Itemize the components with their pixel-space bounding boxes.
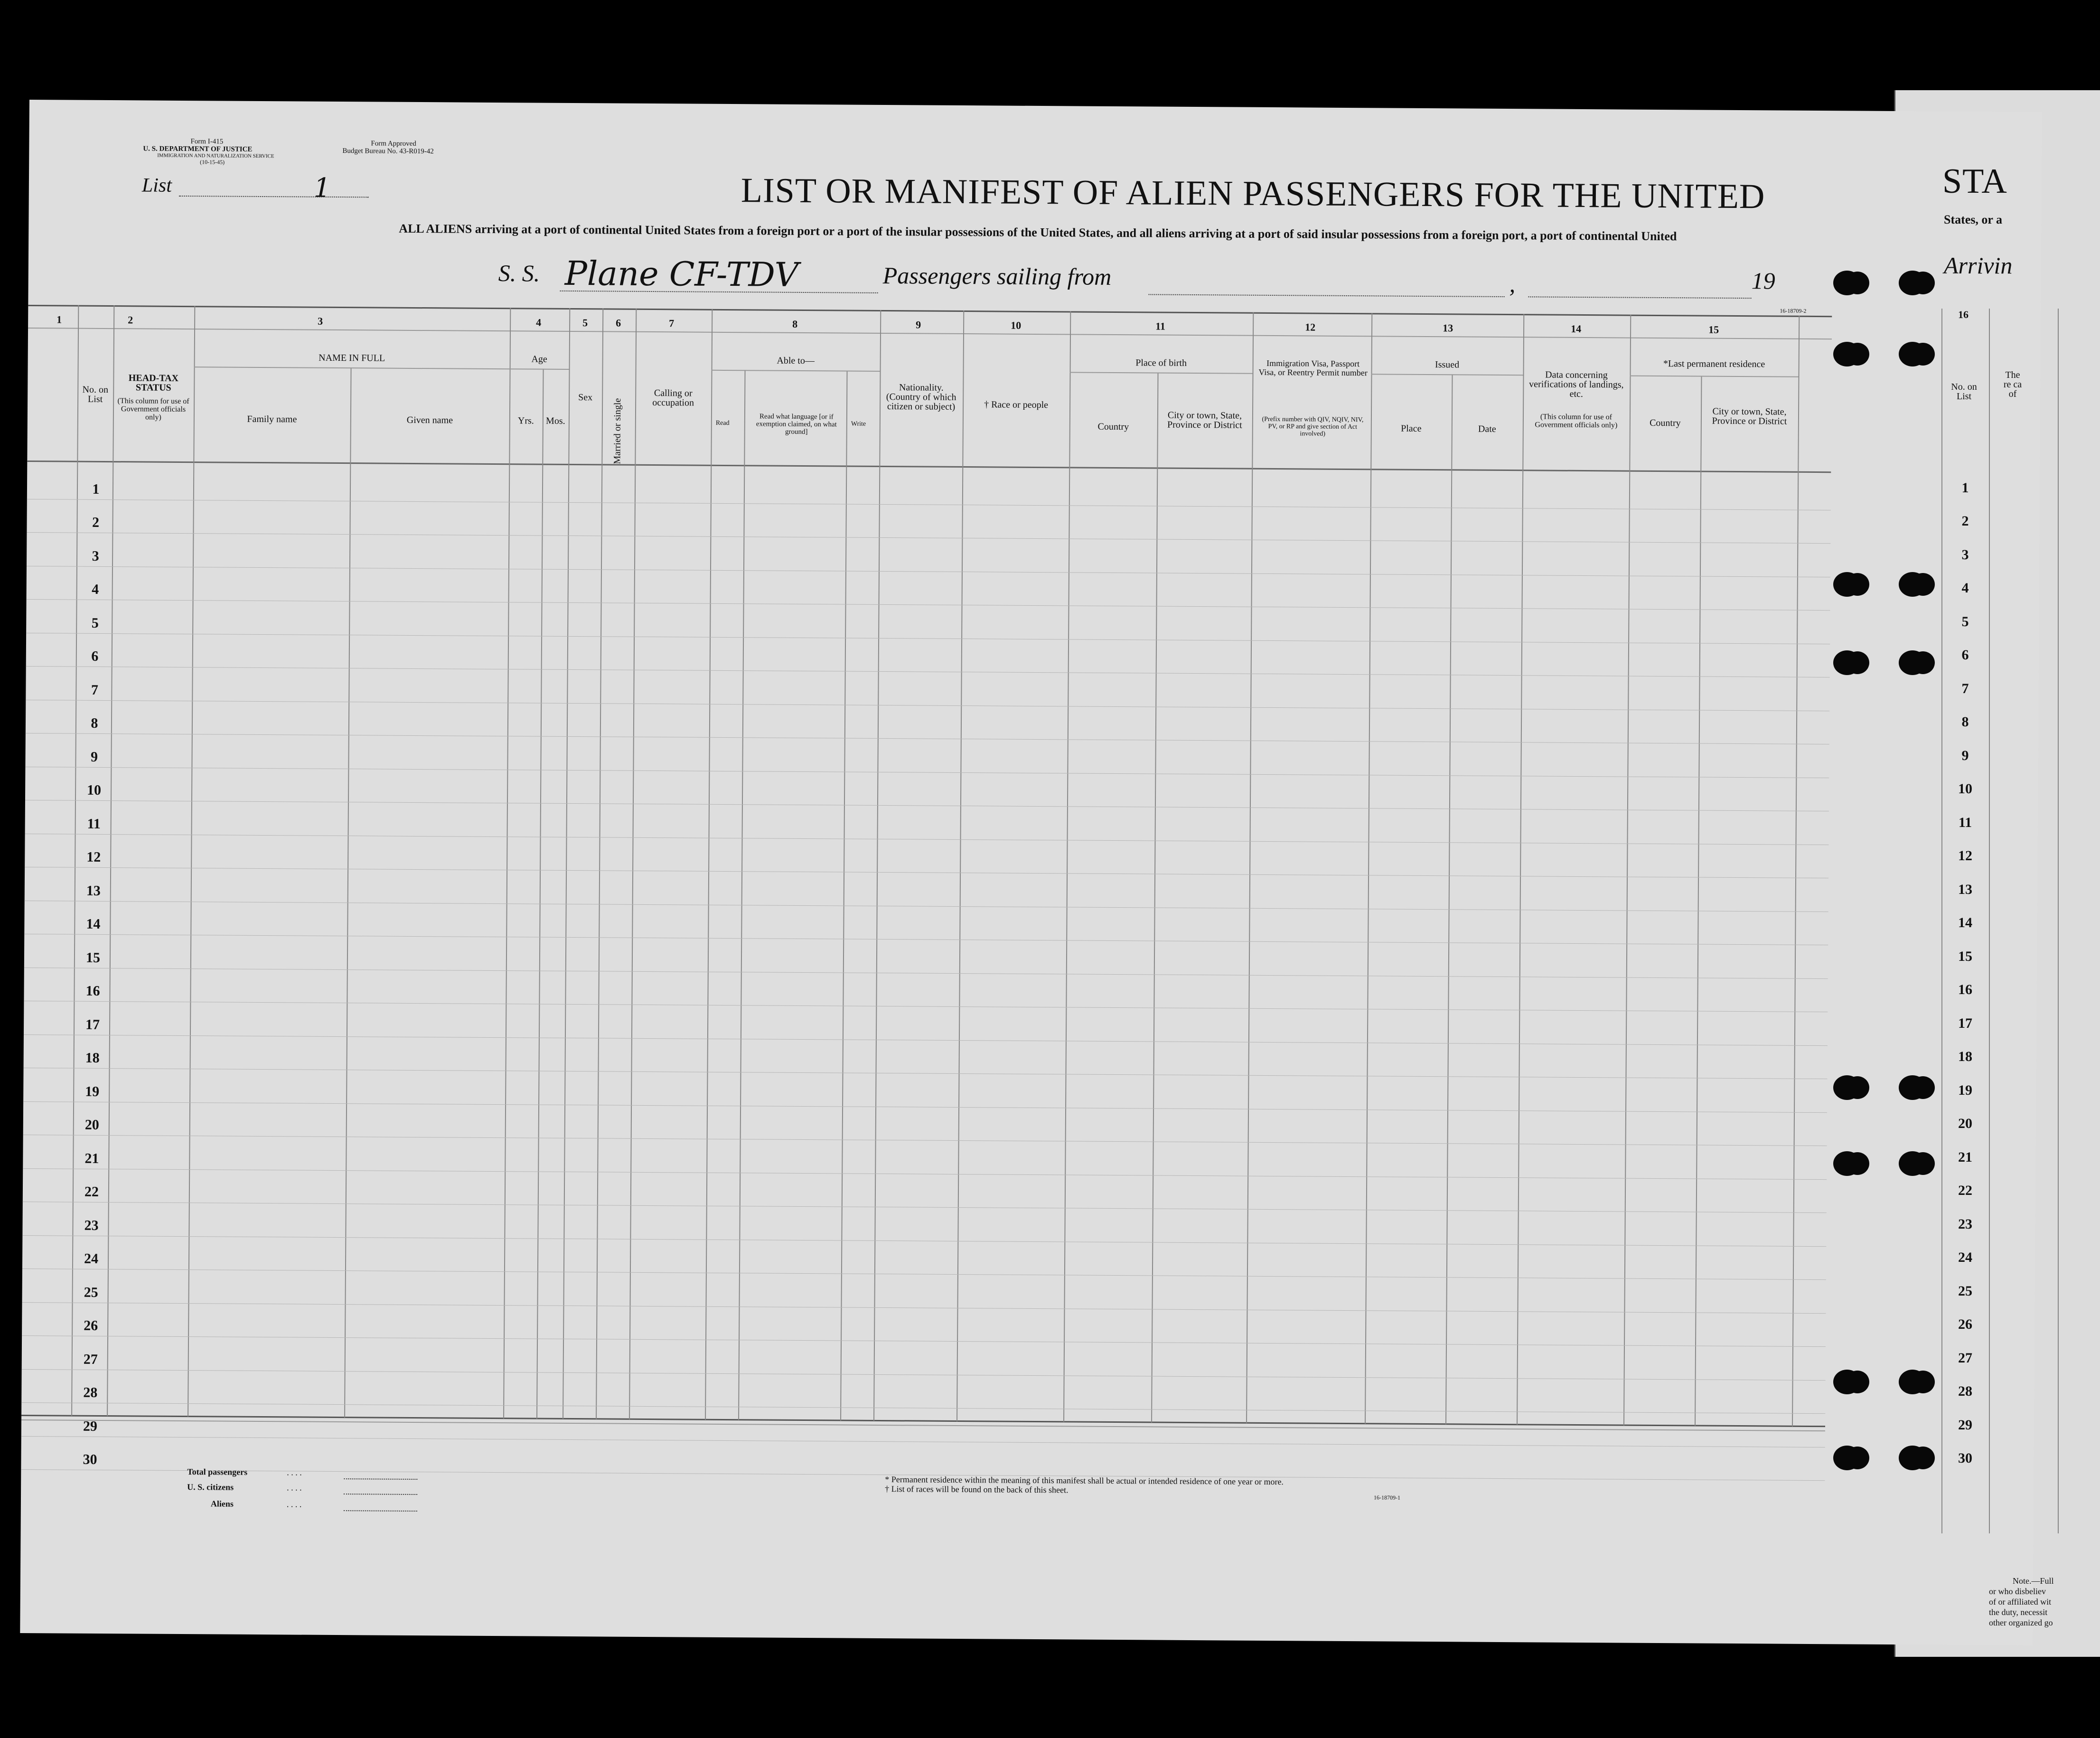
colnum-16: 16 (1958, 309, 1969, 320)
note-right-line-2: or who disbeliev (1989, 1587, 2046, 1596)
form-agency: U. S. DEPARTMENT OF JUSTICE (143, 145, 253, 153)
manifest-sheet (20, 100, 2042, 1645)
header-res-country: Country (1650, 417, 1681, 429)
row-line (23, 1202, 1827, 1213)
row-line (24, 1001, 1828, 1012)
punch-hole (1899, 1446, 1926, 1470)
punch-hole (1899, 271, 1926, 295)
header-write: Write (851, 420, 866, 428)
colnum-7: 7 (669, 317, 675, 329)
header-married: Married or single (612, 398, 623, 464)
col-line-4 (503, 308, 511, 1419)
list-label: List (141, 174, 172, 197)
row-number: 13 (86, 883, 101, 899)
row-line (26, 666, 1830, 677)
residence-subheader-line (1630, 376, 1799, 377)
right-header-no-on-list: No. on List (1951, 382, 1977, 402)
row-line (27, 532, 1830, 544)
punch-hole (1899, 1075, 1926, 1100)
col-line-8c (840, 371, 848, 1421)
ss-value: Plane CF-TDV (564, 254, 799, 294)
header-head-tax-note: (This column for use of Government officials only) (117, 397, 189, 422)
col-line-3 (188, 306, 195, 1417)
header-last-residence: *Last permanent residence (1663, 358, 1765, 370)
row-line (21, 1436, 1825, 1447)
row-line (27, 498, 1831, 510)
row-number: 20 (84, 1117, 99, 1133)
right-row-number: 7 (1961, 680, 1969, 696)
footnote-races: † List of races will be found on the back of this sheet. (885, 1484, 1069, 1495)
header-able-to: Able to— (777, 355, 815, 366)
right-row-number: 8 (1961, 714, 1969, 730)
right-row-number: 25 (1958, 1283, 1972, 1299)
row-number: 6 (91, 648, 99, 664)
us-citizens-line (344, 1494, 417, 1495)
row-line (25, 766, 1829, 778)
punch-hole (1899, 1370, 1926, 1394)
right-col-line-3 (2058, 309, 2059, 1533)
total-passengers-dots: . . . . (287, 1467, 302, 1477)
us-citizens-dots: . . . . (287, 1483, 302, 1493)
row-line (22, 1268, 1826, 1280)
row-line (22, 1369, 1826, 1380)
right-row-number: 18 (1958, 1049, 1972, 1064)
row-number: 28 (83, 1384, 98, 1400)
ss-label: S. S. (498, 260, 540, 287)
header-visa-note: (Prefix number with QIV, NQIV, NIV, PV, or RP and give section of Act involved) (1262, 415, 1364, 438)
row-lines (29, 100, 2042, 112)
note-right-line-5: other organized go (1989, 1618, 2053, 1627)
col-line-8 (705, 309, 712, 1420)
col-line-9 (873, 310, 881, 1421)
col-line-15 (1623, 315, 1631, 1426)
col-line-6 (596, 308, 603, 1419)
row-number: 21 (84, 1150, 99, 1166)
form-service: IMMIGRATION AND NATURALIZATION SERVICE (157, 152, 274, 160)
right-col-line-2 (1989, 309, 1990, 1533)
header-calling: Calling or occupation (652, 388, 694, 408)
list-underline (179, 196, 369, 197)
col-line-3b (344, 367, 352, 1418)
colnum-1: 1 (56, 313, 62, 326)
list-value: 1 (313, 172, 331, 204)
row-number: 17 (85, 1016, 100, 1033)
page-subtitle: ALL ALIENS arriving at a port of continental United States from a foreign port or a port of the insular possessions of the United States, and all aliens arriving at a port of said insular possessions from a foreign port, a port of continental United (399, 221, 1677, 244)
row-line (23, 1101, 1827, 1112)
row-number: 26 (84, 1317, 98, 1334)
arriving-label: Arrivin (1944, 252, 2013, 279)
right-header-partial: The re ca of (2003, 370, 2022, 399)
row-number: 11 (87, 816, 101, 832)
right-row-number: 19 (1958, 1082, 1972, 1098)
year-prefix: 19 (1751, 267, 1775, 294)
row-line (24, 1068, 1828, 1079)
birth-subheader-line (1070, 372, 1253, 374)
right-row-number: 30 (1958, 1450, 1972, 1466)
right-row-number: 5 (1961, 613, 1969, 629)
row-number: 29 (83, 1418, 98, 1434)
right-col-line-1 (1941, 309, 1942, 1533)
footnote-residence: * Permanent residence within the meaning of this manifest shall be actual or intended residence of one year or more. (885, 1475, 1284, 1487)
row-line (27, 599, 1830, 611)
row-number: 23 (84, 1217, 99, 1233)
header-race: † Race or people (984, 399, 1049, 411)
subtitle-continued: States, or a (1944, 213, 2003, 226)
header-verifications: Data concerning verifications of landings, etc. (1529, 369, 1624, 400)
right-row-number: 27 (1958, 1350, 1972, 1366)
row-number: 30 (83, 1451, 97, 1467)
title-continued: STA (1942, 162, 2007, 201)
colnum-11: 11 (1155, 320, 1166, 332)
header-name-in-full: NAME IN FULL (319, 352, 385, 364)
sailing-label: Passengers sailing from (882, 262, 1112, 290)
colnum-row-border (28, 328, 1832, 339)
right-row-number: 15 (1958, 948, 1972, 964)
right-row-number: 10 (1958, 781, 1972, 797)
row-line (25, 867, 1828, 878)
row-number: 8 (91, 715, 98, 731)
table-top-border (28, 305, 1832, 317)
right-row-number: 9 (1961, 747, 1969, 763)
row-number: 3 (92, 548, 99, 564)
note-right-line-4: the duty, necessit (1989, 1607, 2048, 1617)
form-approval: Form Approved (371, 140, 416, 148)
row-line (25, 800, 1829, 811)
row-line (26, 632, 1830, 644)
colnum-10: 10 (1011, 319, 1022, 331)
date-underline (1528, 296, 1752, 299)
aliens-dots: . . . . (286, 1499, 302, 1509)
punch-hole (1899, 1151, 1926, 1176)
col-line-5 (562, 308, 570, 1419)
row-line (24, 1034, 1828, 1045)
row-number: 2 (92, 514, 100, 530)
header-verifications-note: (This column for use of Government officials only) (1535, 413, 1618, 430)
header-mos: Mos. (546, 415, 565, 426)
header-sex: Sex (578, 392, 593, 403)
row-line (22, 1302, 1826, 1313)
right-row-number: 1 (1961, 479, 1969, 496)
row-line (24, 934, 1828, 945)
page-title: LIST OR MANIFEST OF ALIEN PASSENGERS FOR THE UNITED (741, 171, 1765, 216)
row-number: 27 (83, 1351, 98, 1367)
punch-hole (1899, 572, 1926, 597)
row-line (21, 1402, 1825, 1414)
colnum-12: 12 (1305, 321, 1316, 333)
right-row-number: 22 (1958, 1183, 1972, 1198)
row-number: 12 (86, 849, 101, 865)
col-line-14 (1517, 314, 1524, 1425)
row-number: 9 (90, 749, 98, 765)
header-birth-city: City or town, State, Province or District (1167, 410, 1242, 431)
col-line-13b (1445, 374, 1453, 1424)
form-date-code: (10-15-45) (200, 159, 225, 166)
header-visa: Immigration Visa, Passport Visa, or Reentry Permit number (1258, 358, 1368, 378)
header-issued-date: Date (1478, 423, 1496, 434)
row-line (23, 1168, 1827, 1179)
note-right-line-3: of or affiliated wit (1989, 1597, 2052, 1606)
punch-hole (1833, 1446, 1861, 1470)
col-line-1 (71, 305, 79, 1416)
row-line (27, 565, 1830, 577)
row-number: 1 (92, 481, 100, 497)
colnum-2: 2 (128, 314, 133, 326)
right-row-number: 29 (1958, 1417, 1972, 1433)
header-issued: Issued (1435, 359, 1460, 370)
row-line (22, 1235, 1826, 1246)
punch-hole (1833, 650, 1861, 675)
header-given-name: Given name (406, 414, 453, 426)
header-issued-place: Place (1401, 423, 1422, 434)
budget-bureau: Budget Bureau No. 43-R019-42 (342, 147, 434, 156)
colnum-4: 4 (536, 316, 542, 329)
age-subheader-line (510, 368, 569, 370)
punch-hole (1833, 342, 1861, 366)
row-number: 4 (92, 581, 99, 597)
col-line-16 (1792, 316, 1800, 1427)
row-line (25, 833, 1829, 845)
punch-hole (1899, 650, 1926, 675)
right-row-number: 11 (1958, 814, 1972, 830)
header-res-city: City or town, State, Province or District (1712, 406, 1787, 427)
row-number: 10 (87, 782, 102, 798)
right-row-number: 3 (1961, 546, 1969, 563)
punch-hole (1833, 1370, 1861, 1394)
header-place-of-birth: Place of birth (1135, 357, 1187, 368)
right-row-number: 14 (1958, 915, 1972, 930)
colnum-14: 14 (1571, 322, 1582, 335)
total-passengers-label: Total passengers (187, 1467, 248, 1477)
col-line-7 (629, 309, 637, 1419)
row-number: 18 (85, 1050, 100, 1066)
sailing-underline (1149, 294, 1505, 297)
header-head-tax: HEAD-TAX STATUS (128, 373, 179, 393)
col-line-2 (107, 305, 114, 1416)
row-line (26, 733, 1829, 744)
row-number: 7 (91, 682, 99, 698)
header-bottom-border (27, 460, 1831, 473)
row-number: 14 (86, 916, 101, 932)
colnum-6: 6 (616, 317, 621, 329)
us-citizens-label: U. S. citizens (187, 1482, 234, 1492)
col-line-12 (1246, 312, 1254, 1423)
aliens-label: Aliens (210, 1499, 234, 1509)
total-passengers-line (344, 1478, 417, 1480)
row-line (25, 900, 1828, 911)
able-subheader-line (712, 370, 880, 372)
col-line-15b (1695, 376, 1702, 1426)
header-read: Read (715, 419, 730, 427)
colnum-5: 5 (582, 317, 588, 329)
right-row-number: 13 (1958, 881, 1972, 897)
note-right-label: Note.—Full (2013, 1576, 2054, 1586)
right-row-number: 21 (1958, 1149, 1972, 1165)
punch-hole (1833, 572, 1861, 597)
row-number: 22 (84, 1184, 99, 1200)
right-row-number: 16 (1958, 982, 1972, 997)
col-line-10 (956, 310, 964, 1421)
issued-subheader-line (1371, 374, 1523, 376)
row-number: 5 (91, 615, 99, 631)
header-no-on-list: No. on List (82, 384, 109, 404)
header-age: Age (531, 354, 547, 365)
row-line (22, 1335, 1826, 1347)
form-code: 16-18709-2 (1780, 307, 1807, 314)
row-number: 19 (85, 1083, 100, 1099)
row-line (23, 1135, 1827, 1146)
row-line (26, 699, 1829, 711)
colnum-3: 3 (318, 315, 323, 327)
header-read-language: Read what language [or if exemption claimed, on what ground] (756, 413, 837, 436)
right-row-number: 17 (1958, 1015, 1972, 1031)
punch-hole (1833, 271, 1861, 295)
header-family-name: Family name (247, 413, 297, 425)
col-line-4b (536, 369, 544, 1419)
right-row-number: 24 (1958, 1249, 1972, 1265)
right-row-number: 4 (1961, 580, 1969, 596)
colnum-8: 8 (792, 318, 798, 330)
footnote-code: 16-18709-1 (1374, 1494, 1401, 1501)
name-subheader-line (194, 366, 510, 369)
col-line-13 (1365, 313, 1372, 1424)
colnum-9: 9 (916, 319, 921, 331)
punch-hole (1833, 1075, 1861, 1100)
right-row-number: 20 (1958, 1116, 1972, 1131)
colnum-15: 15 (1708, 323, 1719, 336)
right-row-number: 12 (1958, 848, 1972, 864)
punch-hole (1899, 342, 1926, 366)
punch-hole (1833, 1151, 1861, 1176)
row-number: 16 (85, 983, 100, 999)
row-number: 25 (84, 1284, 98, 1300)
header-nationality: Nationality. (Country of which citizen or subject) (886, 382, 956, 412)
right-row-number: 2 (1961, 513, 1969, 529)
form-number: Form I-415 (190, 138, 224, 146)
colnum-13: 13 (1443, 322, 1453, 334)
col-line-11 (1063, 311, 1071, 1422)
aliens-line (344, 1510, 417, 1512)
col-line-11b (1151, 373, 1159, 1423)
row-number: 24 (84, 1250, 99, 1267)
right-row-number: 23 (1958, 1216, 1972, 1232)
header-birth-country: Country (1097, 421, 1129, 432)
right-row-number: 26 (1958, 1316, 1972, 1332)
row-number: 15 (85, 949, 101, 966)
comma-1: , (1509, 271, 1516, 298)
right-row-number: 28 (1958, 1383, 1972, 1399)
right-row-number: 6 (1961, 647, 1969, 663)
header-yrs: Yrs. (517, 415, 534, 426)
row-line (24, 967, 1828, 978)
col-line-8b (738, 370, 746, 1420)
